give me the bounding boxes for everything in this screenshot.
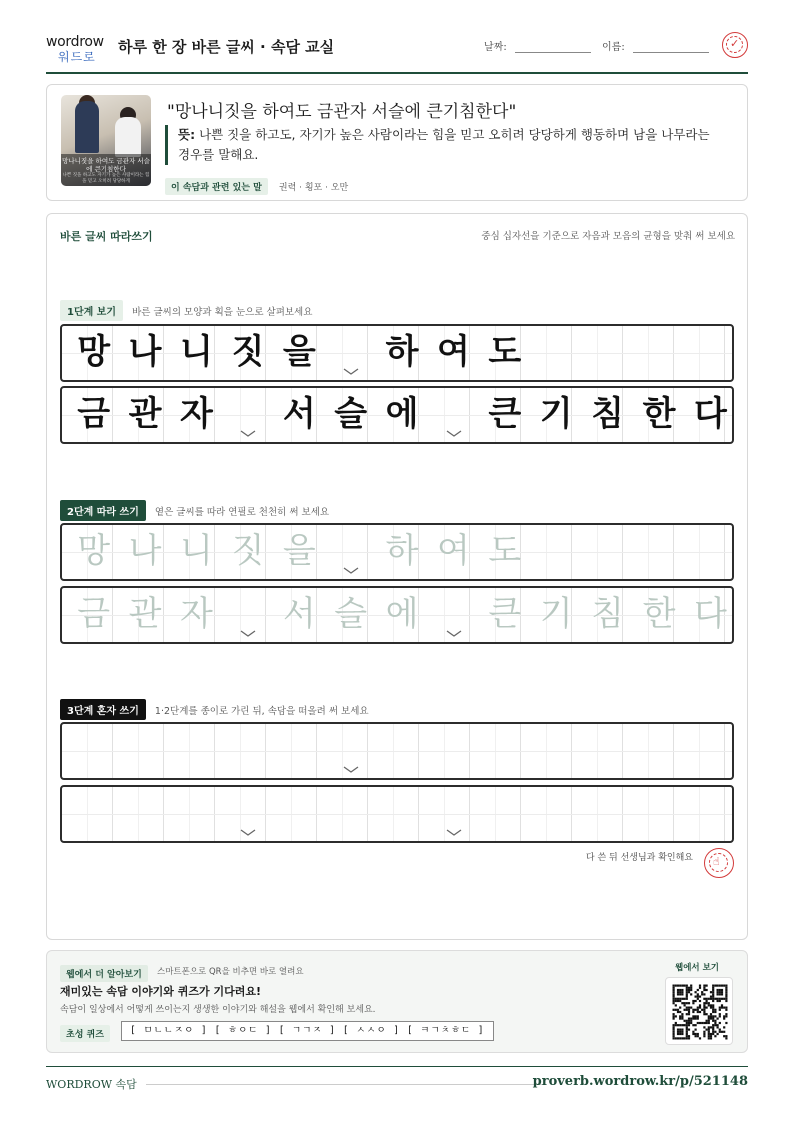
step1-label: 1단계 보기 — [60, 300, 123, 321]
model-row-2 — [60, 386, 734, 444]
logo-text: wordrow — [46, 34, 104, 50]
step3-label: 3단계 혼자 쓰기 — [60, 699, 146, 720]
model-line-2 — [68, 388, 734, 442]
practice-section — [46, 213, 748, 940]
practice-char — [633, 787, 684, 841]
initial-sound-quiz: [ ㅁㄴㄴㅈㅇ ] [ ㅎㅇㄷ ] [ ㄱㄱㅈ ] [ ㅅㅅㅇ ] [ ㅋㄱㅊㅎㄷ ] — [121, 1021, 494, 1041]
trace-row-2[interactable] — [60, 586, 734, 644]
practice-char — [171, 724, 222, 778]
practice-char — [531, 787, 582, 841]
practice-char: 도 — [488, 332, 522, 372]
space-mark-icon — [343, 567, 359, 575]
practice-char: 짓 — [231, 531, 265, 571]
practice-title: 바른 글씨 따라쓰기 — [60, 230, 153, 243]
footer-divider — [146, 1084, 546, 1085]
practice-char: 다 — [693, 394, 727, 434]
practice-char — [222, 724, 273, 778]
name-field[interactable] — [602, 38, 709, 53]
free-line-1 — [68, 724, 531, 778]
practice-char: 나 — [128, 332, 162, 372]
check-stamp-icon: ✓ — [722, 32, 748, 58]
web-headline: 재미있는 속담 이야기와 퀴즈가 기다려요! — [60, 985, 261, 998]
practice-note: 중심 십자선을 기준으로 자음과 모음의 균형을 맞춰 써 보세요 — [481, 231, 735, 242]
space-mark-icon — [446, 829, 462, 837]
date-line[interactable] — [515, 41, 591, 53]
page-footer — [46, 1066, 748, 1096]
illustration-caption — [61, 154, 151, 186]
space-mark-icon — [343, 766, 359, 774]
practice-char: 도 — [488, 531, 522, 571]
space-mark-icon — [240, 430, 256, 438]
free-row-1[interactable] — [60, 722, 734, 780]
trace-line-1 — [68, 525, 531, 579]
practice-char: 하 — [385, 531, 419, 571]
practice-char: 에 — [385, 394, 419, 434]
practice-char — [68, 787, 119, 841]
qr-hint: 스마트폰으로 QR을 비추면 바로 열려요 — [157, 967, 304, 977]
practice-char — [171, 787, 222, 841]
practice-char — [582, 787, 633, 841]
model-row-1 — [60, 324, 734, 382]
space-mark-icon — [343, 368, 359, 376]
practice-char — [479, 787, 530, 841]
practice-char: 금 — [77, 394, 111, 434]
logo-korean-text: 워드로 — [58, 50, 96, 64]
practice-char: 기 — [539, 594, 573, 634]
practice-char: 자 — [180, 594, 213, 634]
practice-char: 관 — [128, 394, 162, 434]
proverb-text: "망나니짓을 하여도 금관자 서슬에 큰기침한다" — [167, 102, 517, 122]
step3-header — [60, 699, 369, 717]
practice-char: 한 — [642, 394, 676, 434]
step1-desc: 바른 글씨의 모양과 획을 눈으로 살펴보세요 — [132, 307, 313, 318]
trace-row-1[interactable] — [60, 523, 734, 581]
practice-char — [274, 787, 325, 841]
practice-char: 여 — [437, 332, 470, 372]
practice-char: 금 — [77, 594, 111, 634]
step2-header — [60, 500, 329, 518]
practice-char — [376, 787, 427, 841]
quiz-label: 초성 퀴즈 — [60, 1025, 110, 1042]
practice-char — [479, 724, 530, 778]
practice-char: 에 — [385, 594, 419, 634]
practice-char: 망 — [77, 531, 111, 571]
space-mark-icon — [446, 430, 462, 438]
practice-char: 서 — [282, 594, 316, 634]
qr-label: 웹에서 보기 — [674, 963, 719, 973]
practice-char: 관 — [128, 594, 162, 634]
free-row-2[interactable] — [60, 785, 734, 843]
practice-char: 슬 — [334, 394, 368, 434]
practice-char — [325, 787, 376, 841]
worksheet-title: 하루 한 장 바른 글씨 · 속담 교실 — [118, 38, 335, 56]
practice-char — [685, 787, 734, 841]
proverb-meaning — [165, 125, 725, 165]
date-field[interactable] — [484, 38, 591, 53]
web-promo — [46, 950, 748, 1053]
practice-char: 기 — [539, 394, 573, 434]
free-line-2 — [68, 787, 734, 841]
practice-char — [119, 787, 170, 841]
proverb-card — [46, 84, 748, 201]
practice-char: 짓 — [231, 332, 265, 372]
confirm-text: 다 쓴 뒤 선생님과 확인해요 — [585, 853, 693, 863]
space-mark-icon — [446, 630, 462, 638]
date-label: 날짜: — [484, 42, 507, 53]
practice-char: 하 — [385, 332, 419, 372]
practice-char: 나 — [128, 531, 162, 571]
illustration-caption-title: 망나니짓을 하여도 금관자 서슬에 큰기침한다 — [62, 157, 150, 173]
practice-char: 여 — [437, 531, 470, 571]
web-description: 속담이 일상에서 어떻게 쓰이는지 생생한 이야기와 해설을 웹에서 확인해 보세요. — [60, 1005, 376, 1015]
meaning-text: 나쁜 짓을 하고도, 자기가 높은 사람이라는 힘을 믿고 오히려 당당하게 행동하며 남을 나무라는 경우를 말해요. — [178, 127, 710, 162]
practice-char: 망 — [77, 332, 111, 372]
step1-header — [60, 300, 312, 318]
practice-char — [274, 724, 325, 778]
web-badge: 웹에서 더 알아보기 — [60, 965, 148, 982]
step3-desc: 1·2단계를 종이로 가린 뒤, 속담을 떠올려 써 보세요 — [154, 706, 369, 717]
good-job-stamp-icon: ☝ — [704, 848, 734, 878]
practice-char — [68, 724, 119, 778]
practice-char: 니 — [180, 332, 213, 372]
practice-char: 큰 — [488, 394, 522, 434]
wordrow-logo[interactable] — [46, 34, 108, 64]
footer-url[interactable]: proverb.wordrow.kr/p/521148 — [532, 1074, 748, 1089]
practice-char — [119, 724, 170, 778]
meaning-label: 뜻: — [178, 127, 196, 142]
practice-char: 침 — [591, 394, 625, 434]
related-badge: 이 속담과 관련 있는 말 — [165, 178, 268, 195]
related-tags: 권력 · 횡포 · 오만 — [278, 183, 349, 193]
proverb-illustration — [61, 95, 151, 186]
practice-char: 다 — [693, 594, 727, 634]
illustration-caption-sub: 나쁜 짓을 하고도 자기가 높은 사람이라는 힘을 믿고 오히려 당당하게 — [62, 173, 150, 184]
step2-label: 2단계 따라 쓰기 — [60, 500, 146, 521]
practice-char: 서 — [282, 394, 316, 434]
name-label: 이름: — [602, 42, 625, 53]
page-header — [46, 30, 748, 74]
practice-char: 자 — [180, 394, 213, 434]
footer-brand: WORDROW 속담 — [46, 1078, 137, 1091]
model-line-1 — [68, 326, 531, 380]
practice-char: 침 — [591, 594, 625, 634]
practice-char: 을 — [282, 531, 316, 571]
practice-char: 을 — [282, 332, 316, 372]
space-mark-icon — [240, 829, 256, 837]
qr-code-icon[interactable] — [665, 977, 733, 1045]
step2-desc: 옅은 글씨를 따라 연필로 천천히 써 보세요 — [154, 507, 330, 518]
related-words — [165, 175, 349, 193]
practice-char — [376, 724, 427, 778]
name-line[interactable] — [633, 41, 709, 53]
trace-line-2 — [68, 588, 734, 642]
practice-char — [428, 724, 479, 778]
space-mark-icon — [240, 630, 256, 638]
practice-char: 슬 — [334, 594, 368, 634]
practice-char: 한 — [642, 594, 676, 634]
practice-char: 큰 — [488, 594, 522, 634]
practice-char: 니 — [180, 531, 213, 571]
